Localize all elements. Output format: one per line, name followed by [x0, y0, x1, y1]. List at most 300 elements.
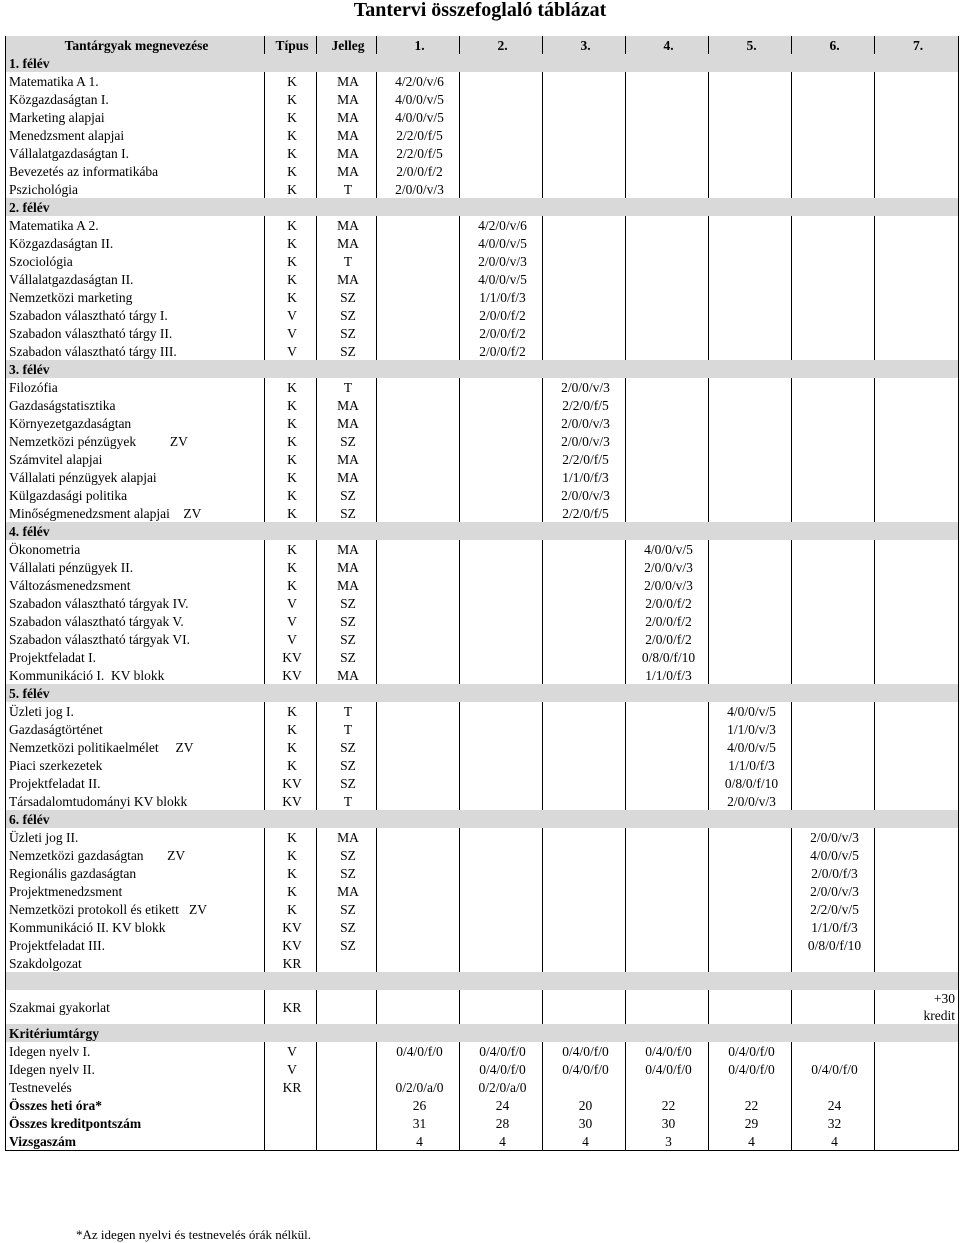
- course-character: MA: [317, 540, 377, 558]
- empty-cell: [317, 1096, 377, 1114]
- empty-cell: [875, 504, 959, 522]
- course-name: Pszichológia: [6, 180, 265, 198]
- course-row: [6, 72, 959, 90]
- course-row: [6, 324, 959, 342]
- course-hours: 0/4/0/f/0: [460, 1042, 543, 1060]
- empty-cell: [626, 126, 709, 144]
- empty-cell: [709, 558, 792, 576]
- empty-cell: [626, 900, 709, 918]
- empty-cell: [875, 666, 959, 684]
- empty-cell: [626, 990, 709, 1024]
- course-type: K: [265, 216, 317, 234]
- course-character: SZ: [317, 504, 377, 522]
- course-hours: 1/1/0/f/3: [543, 468, 626, 486]
- empty-cell: [377, 990, 460, 1024]
- empty-cell: [460, 504, 543, 522]
- course-character: MA: [317, 90, 377, 108]
- empty-cell: [377, 342, 460, 360]
- course-name: Nemzetközi gazdaságtan ZV: [6, 846, 265, 864]
- empty-cell: [875, 792, 959, 810]
- totals-value: [875, 1132, 959, 1151]
- course-type: K: [265, 252, 317, 270]
- empty-cell: [626, 234, 709, 252]
- course-row: [6, 612, 959, 630]
- empty-cell: [709, 432, 792, 450]
- empty-cell: [709, 162, 792, 180]
- empty-cell: [543, 756, 626, 774]
- empty-cell: [875, 396, 959, 414]
- empty-cell: [709, 180, 792, 198]
- empty-cell: [460, 918, 543, 936]
- empty-cell: [792, 216, 875, 234]
- empty-cell: [875, 288, 959, 306]
- empty-cell: [875, 630, 959, 648]
- spacer-row: [6, 972, 959, 990]
- course-type: V: [265, 612, 317, 630]
- empty-cell: [792, 774, 875, 792]
- empty-cell: [543, 990, 626, 1024]
- empty-cell: [317, 1132, 377, 1151]
- course-name: Gazdaságtörténet: [6, 720, 265, 738]
- empty-cell: [460, 162, 543, 180]
- empty-cell: [626, 954, 709, 972]
- course-hours: [875, 1060, 959, 1078]
- course-character: SZ: [317, 432, 377, 450]
- course-name: Vállalatgazdaságtan II.: [6, 270, 265, 288]
- course-row: [6, 720, 959, 738]
- empty-cell: [875, 270, 959, 288]
- empty-cell: [626, 306, 709, 324]
- empty-cell: [460, 756, 543, 774]
- empty-cell: [626, 864, 709, 882]
- empty-cell: [265, 1114, 317, 1132]
- course-row: [6, 216, 959, 234]
- course-hours: 0/2/0/a/0: [460, 1078, 543, 1096]
- empty-cell: [875, 702, 959, 720]
- course-hours: 0/8/0/f/10: [709, 774, 792, 792]
- course-hours: 2/0/0/f/2: [626, 612, 709, 630]
- course-name: Nemzetközi pénzügyek ZV: [6, 432, 265, 450]
- course-hours: 4/0/0/v/5: [460, 270, 543, 288]
- course-type: K: [265, 72, 317, 90]
- empty-cell: [626, 720, 709, 738]
- course-hours: 2/0/0/v/3: [626, 558, 709, 576]
- totals-value: 32: [792, 1114, 875, 1132]
- course-row: [6, 738, 959, 756]
- course-hours: 2/2/0/f/5: [543, 396, 626, 414]
- course-row: [6, 504, 959, 522]
- course-character: MA: [317, 126, 377, 144]
- course-character: SZ: [317, 774, 377, 792]
- course-name: Szakdolgozat: [6, 954, 265, 972]
- empty-cell: [460, 378, 543, 396]
- empty-cell: [709, 990, 792, 1024]
- totals-value: 26: [377, 1096, 460, 1114]
- empty-cell: [709, 594, 792, 612]
- empty-cell: [875, 234, 959, 252]
- empty-cell: [875, 828, 959, 846]
- course-name: Szakmai gyakorlat: [6, 990, 265, 1024]
- course-name: Ökonometria: [6, 540, 265, 558]
- course-character: [317, 954, 377, 972]
- empty-cell: [377, 882, 460, 900]
- empty-cell: [626, 702, 709, 720]
- course-name: Kommunikáció I. KV blokk: [6, 666, 265, 684]
- empty-cell: [377, 558, 460, 576]
- empty-cell: [626, 774, 709, 792]
- empty-cell: [875, 108, 959, 126]
- page-title: Tantervi összefoglaló táblázat: [353, 0, 607, 21]
- course-character: MA: [317, 468, 377, 486]
- empty-cell: [709, 270, 792, 288]
- totals-value: 30: [626, 1114, 709, 1132]
- empty-cell: [460, 126, 543, 144]
- course-name: Regionális gazdaságtan: [6, 864, 265, 882]
- empty-cell: [543, 180, 626, 198]
- course-hours: 4/0/0/v/5: [792, 846, 875, 864]
- empty-cell: [875, 126, 959, 144]
- course-row: [6, 378, 959, 396]
- course-row: [6, 306, 959, 324]
- empty-cell: [875, 882, 959, 900]
- course-type: KV: [265, 774, 317, 792]
- course-type: V: [265, 594, 317, 612]
- course-hours: 0/4/0/f/0: [626, 1060, 709, 1078]
- course-character: SZ: [317, 612, 377, 630]
- empty-cell: [792, 756, 875, 774]
- empty-cell: [377, 324, 460, 342]
- empty-cell: [377, 936, 460, 954]
- course-name: Idegen nyelv I.: [6, 1042, 265, 1060]
- course-name: Testnevelés: [6, 1078, 265, 1096]
- course-row: [6, 144, 959, 162]
- empty-cell: [626, 324, 709, 342]
- empty-cell: [377, 864, 460, 882]
- course-hours: 0/4/0/f/0: [626, 1042, 709, 1060]
- course-row: [6, 162, 959, 180]
- empty-cell: [626, 792, 709, 810]
- course-hours: [626, 1078, 709, 1096]
- course-row: [6, 576, 959, 594]
- empty-cell: [709, 306, 792, 324]
- course-character: SZ: [317, 288, 377, 306]
- course-hours: 2/0/0/f/3: [792, 864, 875, 882]
- course-row: [6, 828, 959, 846]
- course-type: K: [265, 468, 317, 486]
- course-type: K: [265, 90, 317, 108]
- empty-cell: [543, 126, 626, 144]
- empty-cell: [460, 576, 543, 594]
- empty-cell: [875, 324, 959, 342]
- empty-cell: [626, 504, 709, 522]
- course-hours: 2/2/0/v/5: [792, 900, 875, 918]
- course-name: Vállalati pénzügyek II.: [6, 558, 265, 576]
- totals-value: 3: [626, 1132, 709, 1151]
- empty-cell: [626, 486, 709, 504]
- empty-cell: [875, 162, 959, 180]
- empty-cell: [377, 918, 460, 936]
- empty-cell: [460, 108, 543, 126]
- course-name: Projektfeladat I.: [6, 648, 265, 666]
- column-header: 6.: [792, 36, 875, 54]
- course-type: KR: [265, 954, 317, 972]
- course-character: SZ: [317, 936, 377, 954]
- empty-cell: [792, 990, 875, 1024]
- empty-cell: [709, 630, 792, 648]
- empty-cell: [792, 702, 875, 720]
- empty-cell: [543, 918, 626, 936]
- course-hours: 2/0/0/v/3: [792, 882, 875, 900]
- course-hours: 2/0/0/f/2: [460, 324, 543, 342]
- column-header: 2.: [460, 36, 543, 54]
- empty-cell: [709, 576, 792, 594]
- empty-cell: [377, 540, 460, 558]
- empty-cell: [626, 270, 709, 288]
- course-type: K: [265, 270, 317, 288]
- empty-cell: [543, 900, 626, 918]
- course-name: Környezetgazdaságtan: [6, 414, 265, 432]
- empty-cell: [543, 846, 626, 864]
- empty-cell: [792, 180, 875, 198]
- empty-cell: [377, 486, 460, 504]
- course-name: Szabadon választható tárgyak V.: [6, 612, 265, 630]
- empty-cell: [543, 738, 626, 756]
- course-name: Számvitel alapjai: [6, 450, 265, 468]
- course-type: K: [265, 900, 317, 918]
- empty-cell: [377, 378, 460, 396]
- course-character: MA: [317, 108, 377, 126]
- course-type: V: [265, 306, 317, 324]
- course-type: K: [265, 846, 317, 864]
- practice-credit: +30 kredit: [875, 990, 959, 1024]
- empty-cell: [626, 432, 709, 450]
- course-hours: [875, 1078, 959, 1096]
- course-character: MA: [317, 882, 377, 900]
- empty-cell: [460, 720, 543, 738]
- course-name: Közgazdaságtan I.: [6, 90, 265, 108]
- course-character: MA: [317, 828, 377, 846]
- semester-label: 5. félév: [6, 684, 959, 702]
- column-header: Típus: [265, 36, 317, 54]
- empty-cell: [709, 612, 792, 630]
- totals-value: [875, 1114, 959, 1132]
- empty-cell: [317, 1060, 377, 1078]
- totals-label: Összes kreditpontszám: [6, 1114, 265, 1132]
- empty-cell: [377, 306, 460, 324]
- course-type: K: [265, 882, 317, 900]
- empty-cell: [460, 738, 543, 756]
- course-row: [6, 126, 959, 144]
- course-character: SZ: [317, 900, 377, 918]
- course-type: K: [265, 144, 317, 162]
- empty-cell: [460, 144, 543, 162]
- empty-cell: [543, 702, 626, 720]
- empty-cell: [792, 504, 875, 522]
- course-type: K: [265, 486, 317, 504]
- course-type: K: [265, 450, 317, 468]
- empty-cell: [875, 216, 959, 234]
- empty-cell: [543, 720, 626, 738]
- course-type: K: [265, 414, 317, 432]
- course-row: [6, 882, 959, 900]
- course-hours: 2/2/0/f/5: [377, 144, 460, 162]
- course-character: SZ: [317, 630, 377, 648]
- course-type: K: [265, 108, 317, 126]
- course-type: KV: [265, 918, 317, 936]
- empty-cell: [460, 630, 543, 648]
- semester-label: 3. félév: [6, 360, 959, 378]
- course-hours: 0/4/0/f/0: [377, 1042, 460, 1060]
- empty-cell: [626, 936, 709, 954]
- empty-cell: [626, 162, 709, 180]
- course-character: MA: [317, 576, 377, 594]
- empty-cell: [709, 396, 792, 414]
- empty-cell: [543, 270, 626, 288]
- empty-cell: [377, 756, 460, 774]
- empty-cell: [626, 756, 709, 774]
- course-character: SZ: [317, 918, 377, 936]
- empty-cell: [543, 666, 626, 684]
- empty-cell: [460, 846, 543, 864]
- course-type: V: [265, 1042, 317, 1060]
- empty-cell: [377, 432, 460, 450]
- course-name: Változásmenedzsment: [6, 576, 265, 594]
- empty-cell: [875, 864, 959, 882]
- empty-cell: [709, 666, 792, 684]
- course-hours: 4/0/0/v/5: [377, 90, 460, 108]
- empty-cell: [377, 216, 460, 234]
- empty-cell: [317, 1078, 377, 1096]
- course-row: [6, 234, 959, 252]
- course-name: Társadalomtudományi KV blokk: [6, 792, 265, 810]
- empty-cell: [875, 594, 959, 612]
- course-row: [6, 432, 959, 450]
- totals-value: 24: [792, 1096, 875, 1114]
- empty-cell: [875, 576, 959, 594]
- semester-header-row: [6, 684, 959, 702]
- empty-cell: [709, 882, 792, 900]
- totals-value: 4: [377, 1132, 460, 1151]
- empty-cell: [460, 882, 543, 900]
- empty-cell: [792, 126, 875, 144]
- empty-cell: [377, 846, 460, 864]
- criteria-row: [6, 1042, 959, 1060]
- course-row: [6, 900, 959, 918]
- course-name: Projektmenedzsment: [6, 882, 265, 900]
- empty-cell: [875, 342, 959, 360]
- course-type: V: [265, 630, 317, 648]
- course-hours: 2/0/0/v/3: [543, 432, 626, 450]
- course-hours: 2/0/0/v/3: [460, 252, 543, 270]
- empty-cell: [875, 720, 959, 738]
- course-type: K: [265, 234, 317, 252]
- semester-label: 2. félév: [6, 198, 959, 216]
- empty-cell: [626, 216, 709, 234]
- empty-cell: [792, 144, 875, 162]
- empty-cell: [709, 414, 792, 432]
- empty-cell: [875, 900, 959, 918]
- empty-cell: [543, 72, 626, 90]
- empty-cell: [875, 90, 959, 108]
- empty-cell: [317, 1042, 377, 1060]
- empty-cell: [709, 504, 792, 522]
- empty-cell: [377, 594, 460, 612]
- empty-cell: [543, 306, 626, 324]
- course-type: K: [265, 180, 317, 198]
- empty-cell: [792, 270, 875, 288]
- course-hours: 2/0/0/v/3: [543, 378, 626, 396]
- empty-cell: [543, 288, 626, 306]
- course-character: MA: [317, 450, 377, 468]
- course-row: [6, 864, 959, 882]
- course-name: Kommunikáció II. KV blokk: [6, 918, 265, 936]
- course-row: [6, 342, 959, 360]
- empty-cell: [377, 252, 460, 270]
- course-hours: 2/0/0/f/2: [377, 162, 460, 180]
- column-header: 4.: [626, 36, 709, 54]
- course-type: KV: [265, 936, 317, 954]
- course-hours: [377, 1060, 460, 1078]
- empty-cell: [792, 720, 875, 738]
- criteria-label: Kritériumtárgy: [6, 1024, 959, 1042]
- empty-cell: [543, 324, 626, 342]
- course-hours: 1/1/0/v/3: [709, 720, 792, 738]
- empty-cell: [792, 252, 875, 270]
- empty-cell: [875, 954, 959, 972]
- course-name: Szabadon választható tárgyak IV.: [6, 594, 265, 612]
- totals-value: 28: [460, 1114, 543, 1132]
- course-character: SZ: [317, 306, 377, 324]
- empty-cell: [460, 936, 543, 954]
- empty-cell: [875, 612, 959, 630]
- empty-cell: [709, 918, 792, 936]
- course-hours: 0/4/0/f/0: [543, 1060, 626, 1078]
- course-type: V: [265, 342, 317, 360]
- course-row: [6, 414, 959, 432]
- totals-label: Vizsgaszám: [6, 1132, 265, 1151]
- empty-cell: [875, 252, 959, 270]
- course-row: [6, 540, 959, 558]
- totals-value: 4: [543, 1132, 626, 1151]
- course-character: T: [317, 180, 377, 198]
- empty-cell: [543, 558, 626, 576]
- empty-cell: [377, 414, 460, 432]
- course-name: Projektfeladat III.: [6, 936, 265, 954]
- course-hours: 1/1/0/f/3: [709, 756, 792, 774]
- semester-header-row: [6, 810, 959, 828]
- empty-cell: [709, 252, 792, 270]
- empty-cell: [792, 72, 875, 90]
- empty-cell: [626, 72, 709, 90]
- course-name: Nemzetközi protokoll és etikett ZV: [6, 900, 265, 918]
- totals-value: 20: [543, 1096, 626, 1114]
- empty-cell: [792, 306, 875, 324]
- empty-cell: [709, 486, 792, 504]
- empty-cell: [792, 486, 875, 504]
- empty-cell: [460, 180, 543, 198]
- course-character: MA: [317, 216, 377, 234]
- empty-cell: [875, 738, 959, 756]
- course-hours: 2/0/0/v/3: [709, 792, 792, 810]
- empty-cell: [875, 846, 959, 864]
- empty-cell: [709, 954, 792, 972]
- course-type: K: [265, 540, 317, 558]
- column-header: 3.: [543, 36, 626, 54]
- course-name: Piaci szerkezetek: [6, 756, 265, 774]
- empty-cell: [792, 630, 875, 648]
- course-character: SZ: [317, 846, 377, 864]
- empty-cell: [543, 594, 626, 612]
